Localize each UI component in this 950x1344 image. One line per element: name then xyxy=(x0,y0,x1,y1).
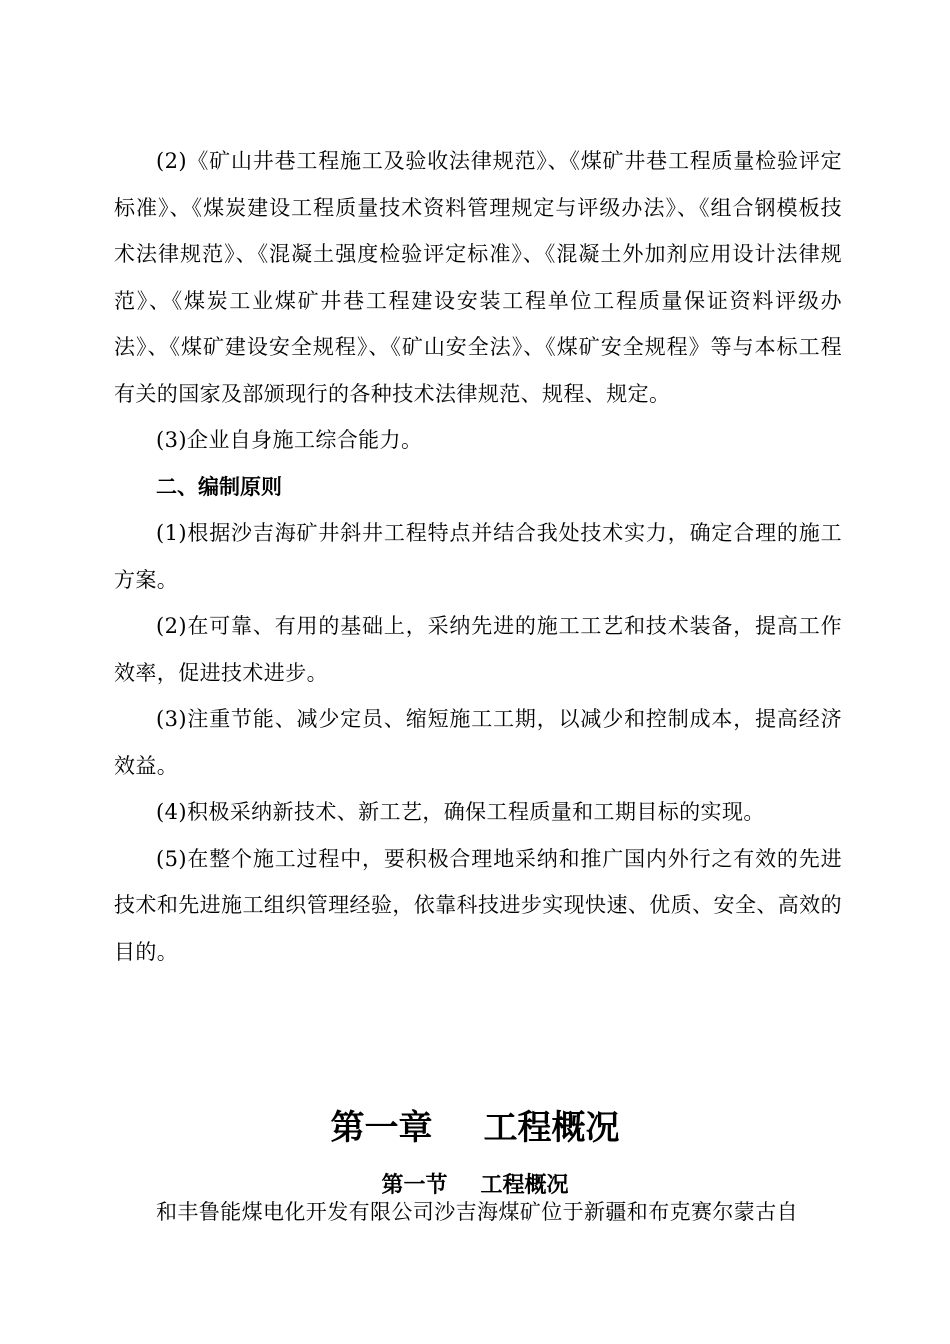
principle-item-4: (4)积极采纳新技术、新工艺，确保工程质量和工期目标的实现。 xyxy=(156,800,765,824)
chapter-name: 工程概况 xyxy=(483,1108,620,1148)
overview-intro-paragraph: 和丰鲁能煤电化开发有限公司沙吉海煤矿位于新疆和布克赛尔蒙古自 xyxy=(156,1200,798,1224)
principle-item-2: (2)在可靠、有用的基础上，采纳先进的施工工艺和技术装备，提高工作效率，促进技术进步。 xyxy=(114,614,842,685)
document-body xyxy=(114,138,842,975)
section-name: 工程概况 xyxy=(480,1173,569,1198)
principle-item-5: (5)在整个施工过程中，要积极合理地采纳和推广国内外行之有效的先进技术和先进施工组织管理经验，依靠科技进步实现快速、优质、安全、高效的目的。 xyxy=(114,846,842,964)
principles-heading: 二、编制原则 xyxy=(156,474,282,499)
principle-item-3: (3)注重节能、减少定员、缩短施工工期，以减少和控制成本，提高经济效益。 xyxy=(114,707,842,778)
chapter-title xyxy=(0,1106,950,1150)
basis-item-3: (3)企业自身施工综合能力。 xyxy=(156,428,423,452)
section-number: 第一节 xyxy=(381,1173,448,1198)
principle-item-1: (1)根据沙吉海矿井斜井工程特点并结合我处技术实力，确定合理的施工方案。 xyxy=(114,521,842,592)
basis-item-2: (2)《矿山井巷工程施工及验收法律规范》、《煤矿井巷工程质量检验评定标准》、《煤炭建设工程质量技术资料管理规定与评级办法》、《组合钢模板技术法律规范》、《混凝土强度检验评定标准》、《混凝土外加剂应用设计法律规范》、《煤炭工业煤矿井巷工程建设安装工程单位工程质量保证资料评级办法》、《煤矿建设安全规程》、《矿山安全法》、《煤矿安全规程》等与本标工程有关的国家及部颁现行的各种技术法律规范、规程、规定。 xyxy=(114,149,842,406)
chapter-number: 第一章 xyxy=(330,1108,433,1148)
